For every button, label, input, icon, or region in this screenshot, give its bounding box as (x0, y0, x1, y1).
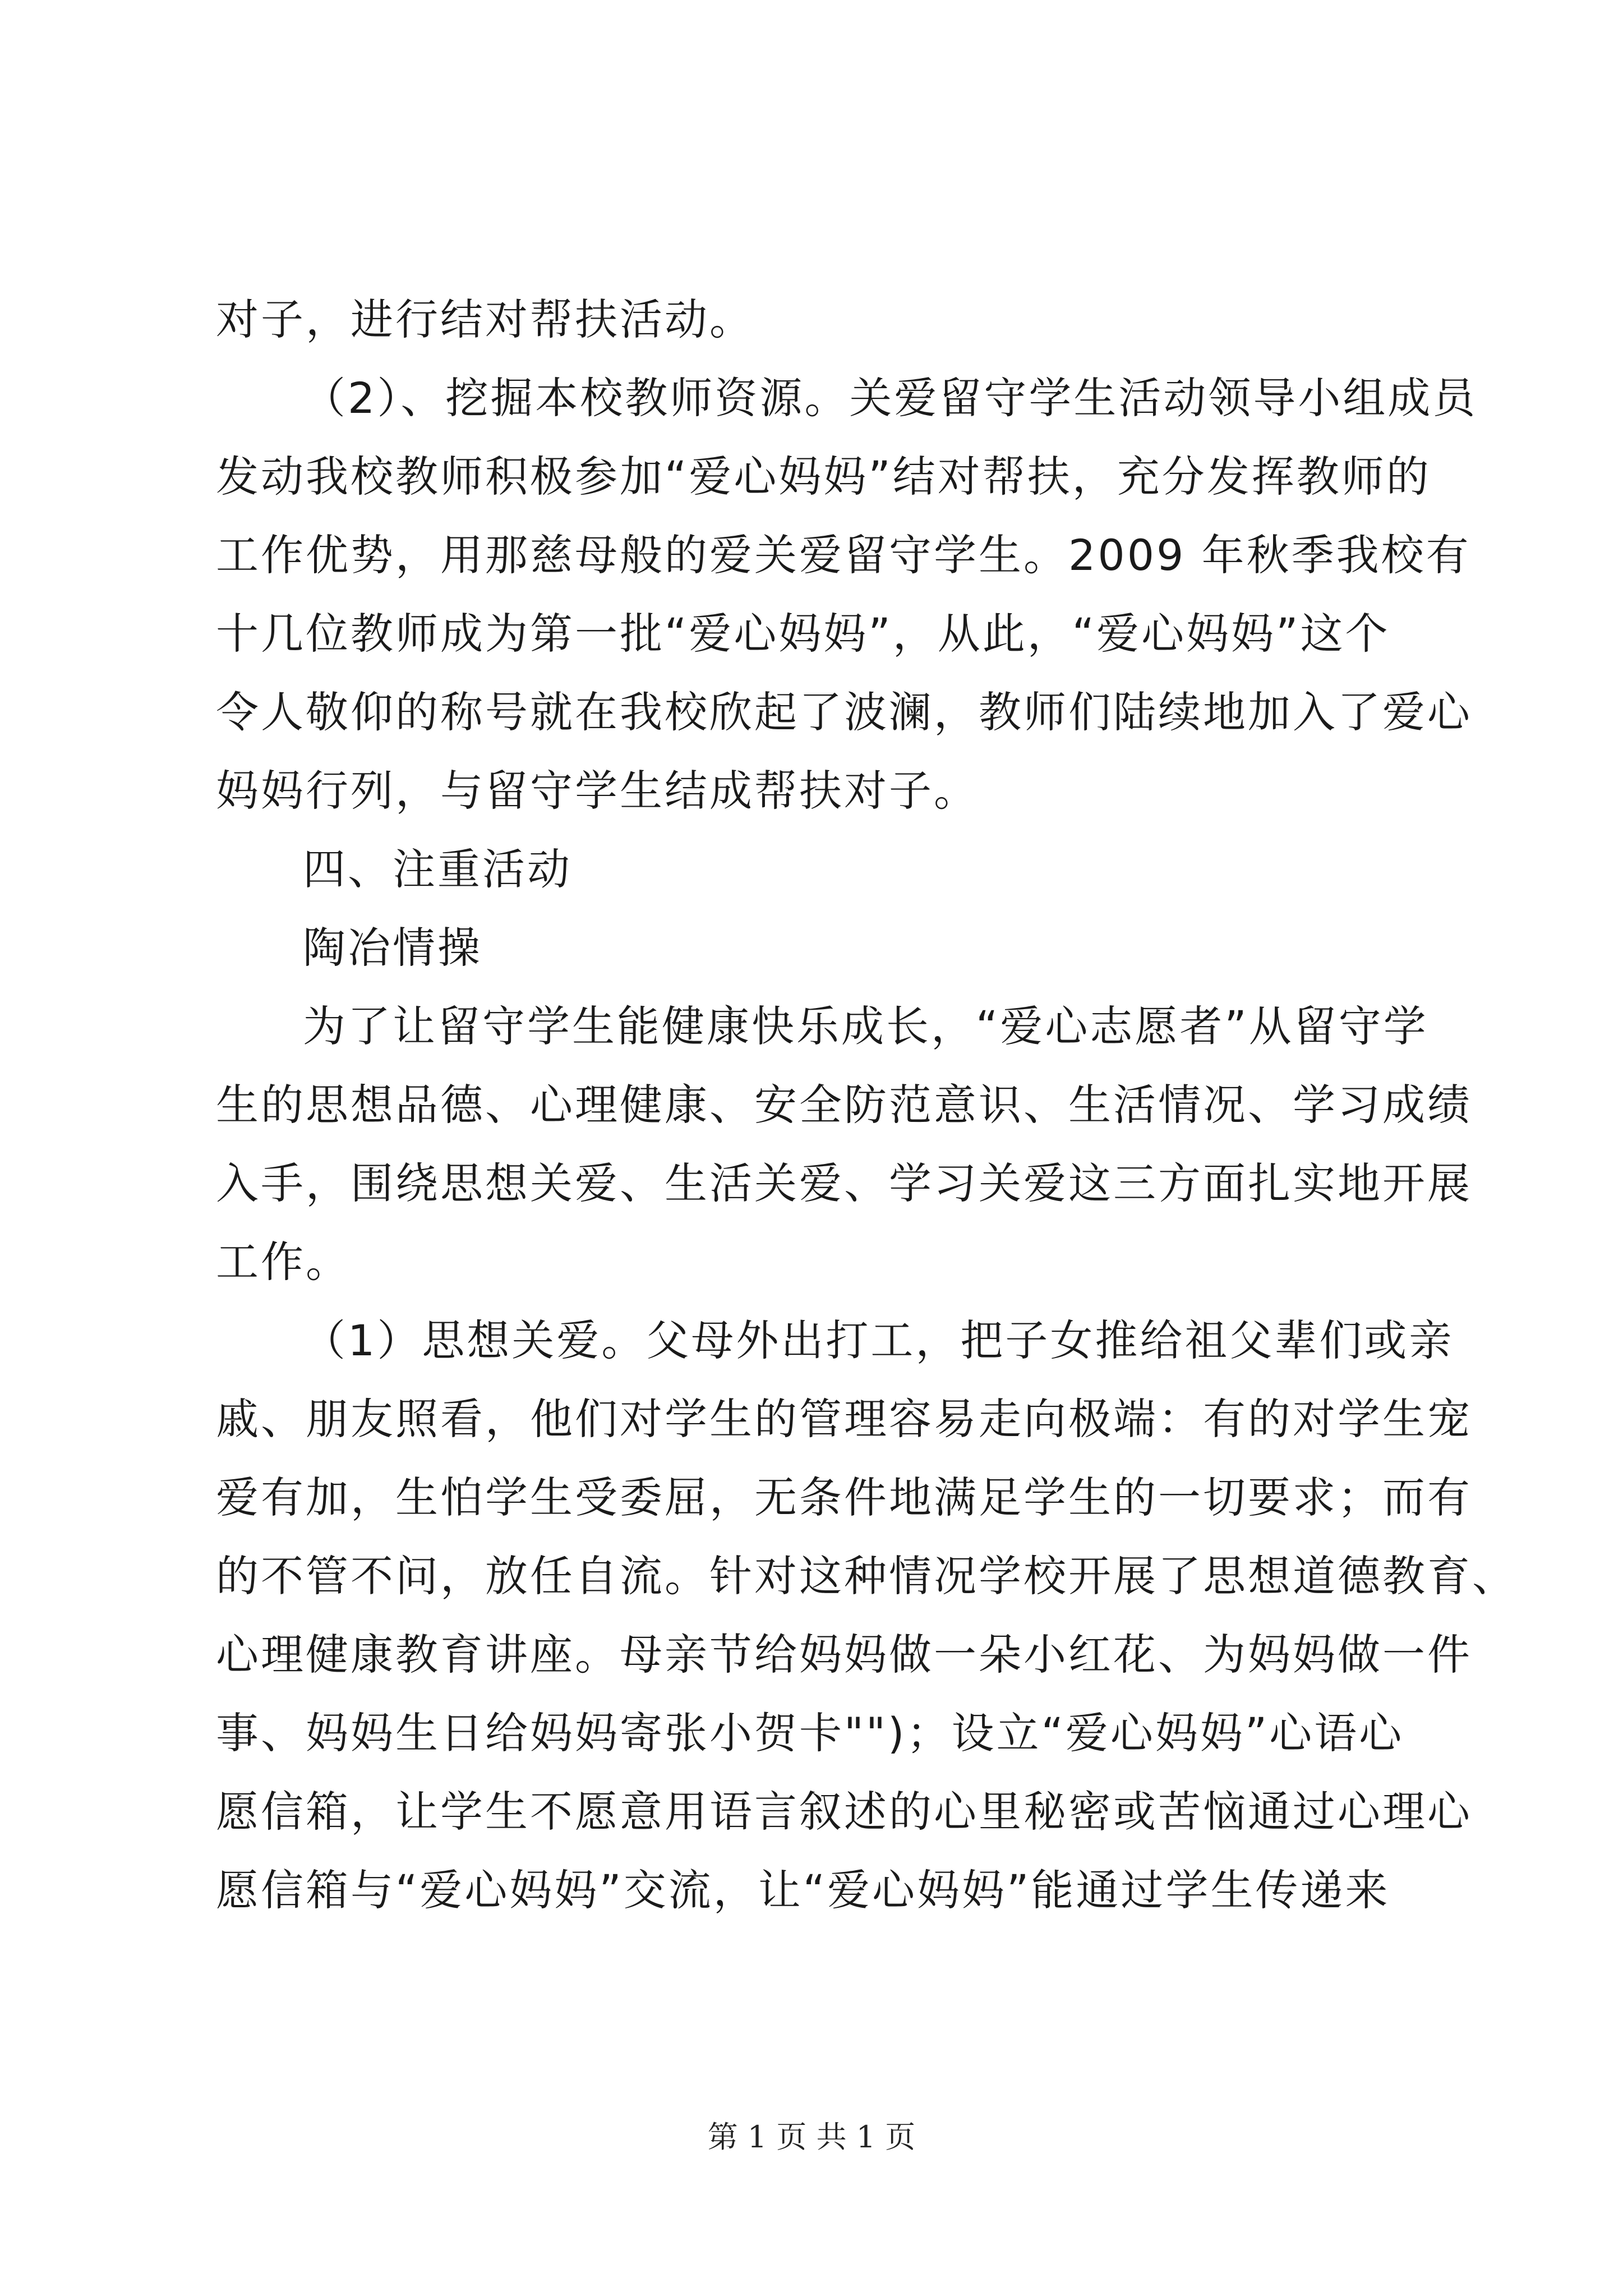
text-line: 愿信箱，让学生不愿意用语言叙述的心里秘密或苦恼通过心理心 (216, 1787, 1472, 1837)
text-line: 令人敬仰的称号就在我校欣起了波澜，教师们陆续地加入了爱心 (216, 687, 1472, 737)
text-line: （2）、挖掘本校教师资源。关爱留守学生活动领导小组成员 (303, 373, 1478, 423)
text-line: 入手，围绕思想关爱、生活关爱、学习关爱这三方面扎实地开展 (216, 1158, 1472, 1208)
text-line: 爱有加，生怕学生受委屈，无条件地满足学生的一切要求；而有 (216, 1473, 1472, 1522)
text-line: 心理健康教育讲座。母亲节给妈妈做一朵小红花、为妈妈做一件 (216, 1630, 1472, 1680)
text-line: 的不管不问，放任自流。针对这种情况学校开展了思想道德教育、 (216, 1551, 1517, 1601)
text-line: （1）思想关爱。父母外出打工，把子女推给祖父辈们或亲 (303, 1315, 1454, 1365)
text-line: 工作。 (216, 1237, 351, 1287)
text-line: 对子，进行结对帮扶活动。 (216, 295, 754, 344)
text-line: 事、妈妈生日给妈妈寄张小贺卡"")；设立“爱心妈妈”心语心 (216, 1708, 1404, 1758)
page-footer: 第 1 页 共 1 页 (707, 2119, 916, 2155)
text-line: 生的思想品德、心理健康、安全防范意识、生活情况、学习成绩 (216, 1080, 1472, 1130)
subsection-heading: 陶冶情操 (303, 923, 482, 973)
text-line: 为了让留守学生能健康快乐成长，“爱心志愿者”从留守学 (303, 1001, 1428, 1051)
section-heading: 四、注重活动 (303, 844, 572, 894)
text-line: 发动我校教师积极参加“爱心妈妈”结对帮扶，充分发挥教师的 (216, 452, 1431, 501)
text-line: 愿信箱与“爱心妈妈”交流，让“爱心妈妈”能通过学生传递来 (216, 1865, 1390, 1915)
text-line: 妈妈行列，与留守学生结成帮扶对子。 (216, 766, 979, 816)
text-line: 工作优势，用那慈母般的爱关爱留守学生。2009 年秋季我校有 (216, 530, 1471, 580)
text-line: 戚、朋友照看，他们对学生的管理容易走向极端：有的对学生宠 (216, 1394, 1472, 1444)
text-line: 十几位教师成为第一批“爱心妈妈”，从此，“爱心妈妈”这个 (216, 609, 1390, 659)
